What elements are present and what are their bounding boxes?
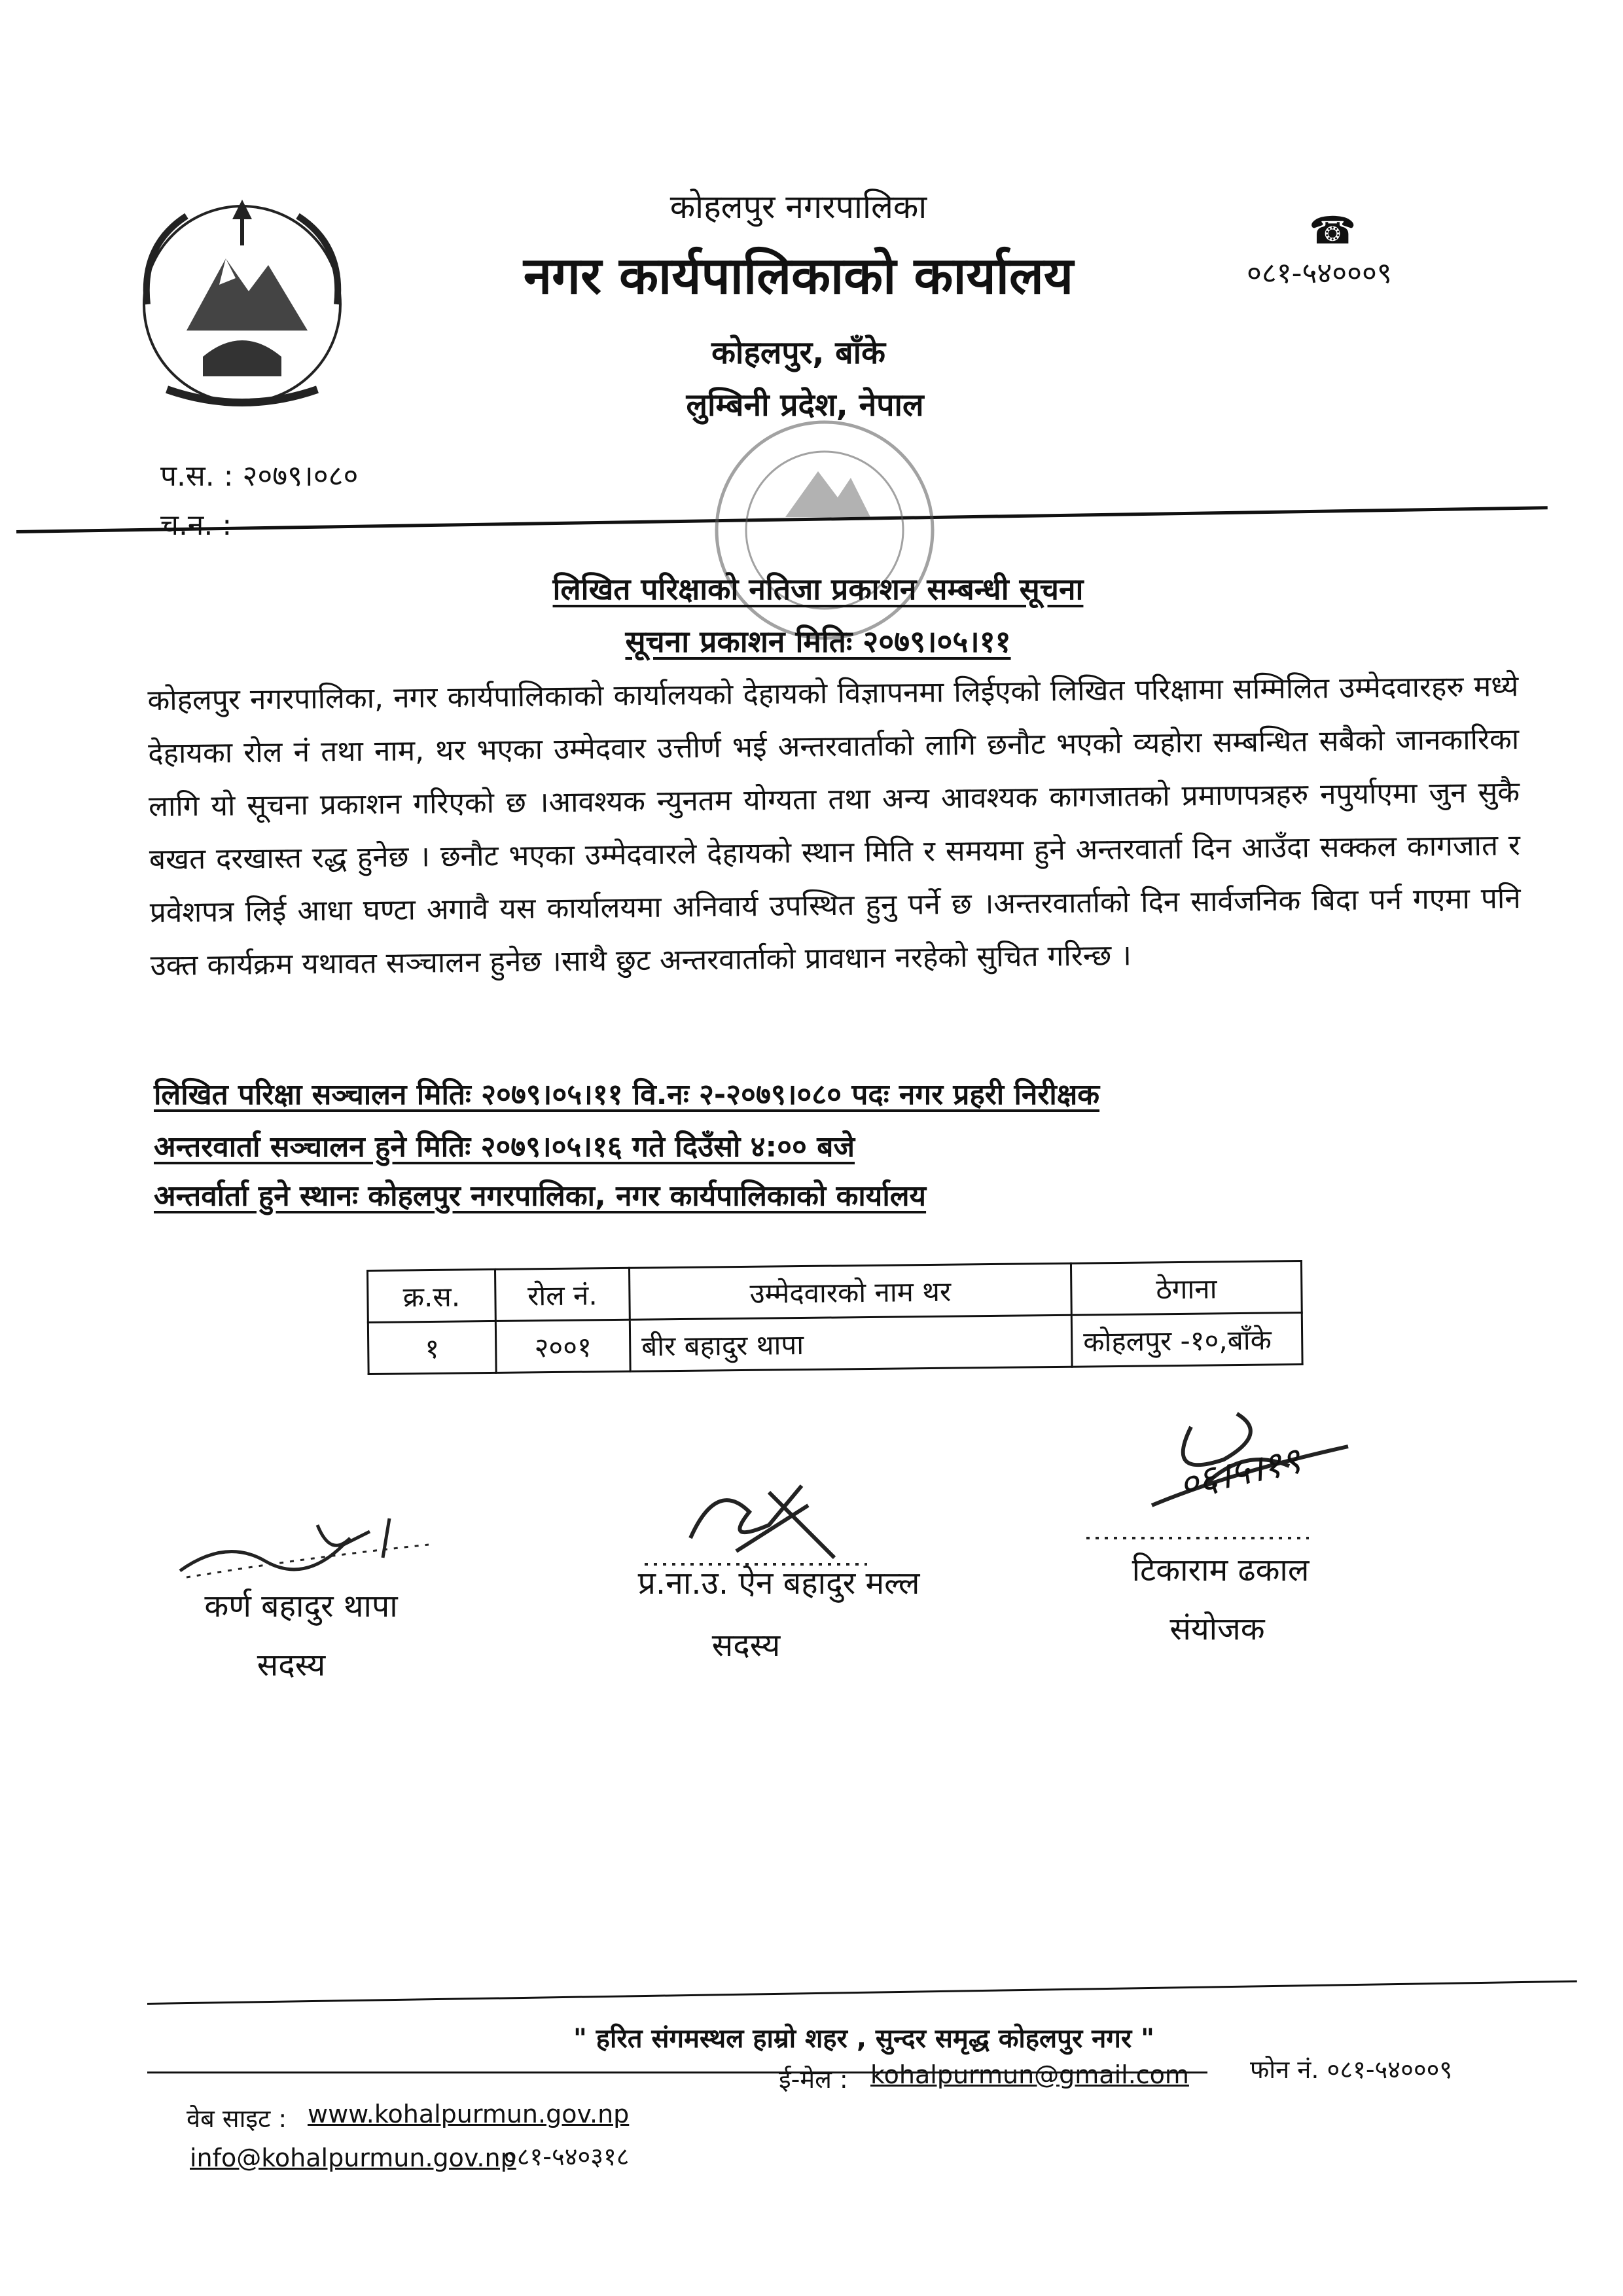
- interview-date-line: अन्तरवार्ता सञ्चालन हुने मितिः २०७९।०५।१६ गते दिउँसो ४:०० बजे: [154, 1130, 855, 1164]
- column-header: क्र.स.: [368, 1269, 496, 1322]
- table-row: [368, 1313, 1302, 1374]
- signatory-1-role: सदस्य: [257, 1647, 326, 1683]
- info-email-link[interactable]: info@kohalpurmun.gov.np: [190, 2144, 516, 2172]
- signature-2-scribble: [638, 1466, 874, 1571]
- column-header: ठेगाना: [1071, 1261, 1302, 1316]
- website-label: वेब साइट :: [187, 2104, 287, 2133]
- signatory-2-role: सदस्य: [711, 1627, 781, 1664]
- table-cell: १: [368, 1321, 496, 1374]
- website-link[interactable]: www.kohalpurmun.gov.np: [308, 2100, 630, 2128]
- table-cell: बीर बहादुर थापा: [630, 1315, 1072, 1371]
- government-emblem-icon: [128, 193, 357, 419]
- info-phone: ०८१-५४०३१८: [504, 2142, 630, 2171]
- footer-divider: [147, 1981, 1577, 2005]
- column-header: उम्मेदवारको नाम थर: [629, 1263, 1071, 1319]
- notice-body: कोहलपुर नगरपालिका, नगर कार्यपालिकाको कार्यालयको देहायको विज्ञापनमा लिईएको लिखित परिक्षामा सम्मिलित उम्मेदवारहरु मध्ये देहायका रोल नं तथा नाम, थर भएका उम्मेदवार उत्तीर्ण भई अन्तरवार्ताको लागि छनौट भएको व्यहोरा सम्बन्धित सबैको जानकारिका लागि यो सूचना प्रकाशन गरिएको छ ।आवश्यक न्युनतम योग्यता तथा अन्य आवश्यक कागजातको प्रमाणपत्रहरु नपुर्याएमा जुन सुकै बखत दरखास्त रद्ध हुनेछ । छनौट भएका उम्मेदवारले देहायको स्थान मिति र समयमा हुने अन्तरवार्ता दिन आउँदा सक्कल कागजात र प्रवेशपत्र लिई आधा घण्टा अगावै यस कार्यालयमा अनिवार्य उपस्थित हुनु पर्ने छ ।अन्तरवार्ताको दिन सार्वजनिक बिदा पर्न गएमा पनि उक्त कार्यक्रम यथावत सञ्चालन हुनेछ ।साथै छुट अन्तरवार्ताको प्रावधान नरहेको सुचित गरिन्छ ।: [147, 670, 1521, 982]
- notice-publish-date: सूचना प्रकाशन मितिः २०७९।०५।११: [625, 624, 1011, 659]
- office-title: नगर कार्यपालिकाको कार्यालय: [523, 247, 1074, 306]
- footer-phone: फोन नं. ०८१-५४०००९: [1250, 2055, 1453, 2084]
- signatory-2-name: प्र.ना.उ. ऐन बहादुर मल्ल: [637, 1565, 920, 1602]
- footer-slogan: " हरित संगमस्थल हाम्रो शहर , सुन्दर समृद्ध कोहलपुर नगर ": [573, 2024, 1154, 2054]
- address-line-1: कोहलपुर, बाँके: [711, 334, 885, 371]
- exam-date-line: लिखित परिक्षा सञ्चालन मितिः २०७९।०५।११ वि.नः २-२०७९।०८० पदः नगर प्रहरी निरीक्षक: [154, 1078, 1100, 1111]
- candidates-table: [366, 1260, 1304, 1375]
- interview-venue-line: अन्तर्वार्ता हुने स्थानः कोहलपुर नगरपालिका, नगर कार्यपालिकाको कार्यालय: [154, 1179, 927, 1213]
- notice-title: लिखित परिक्षाको नतिजा प्रकाशन सम्बन्धी सूचना: [552, 571, 1084, 607]
- office-stamp-icon: [707, 412, 942, 648]
- signatory-3-name: टिकाराम ढकाल: [1132, 1552, 1310, 1588]
- signature-handwritten-date: ०६।५।१९: [1175, 1439, 1305, 1507]
- table-cell: कोहलपुर -१०,बाँके: [1071, 1313, 1302, 1367]
- table-cell: २००१: [495, 1319, 630, 1372]
- column-header: रोल नं.: [495, 1268, 630, 1321]
- municipality-name: कोहलपुर नगरपालिका: [669, 188, 927, 226]
- table-header-row: [368, 1261, 1302, 1323]
- address-line-2: लुम्बिनी प्रदेश, नेपाल: [686, 387, 924, 423]
- signatory-3-role: संयोजक: [1169, 1611, 1265, 1647]
- reference-number: प.स. : २०७९।०८०: [160, 459, 359, 493]
- email-link[interactable]: kohalpurmun@gmail.com: [870, 2060, 1189, 2089]
- header-phone: ०८१-५४०००९: [1247, 257, 1392, 290]
- signatory-1-name: कर्ण बहादुर थापा: [204, 1588, 398, 1624]
- dispatch-number: च.न. :: [160, 509, 232, 542]
- signature-1-scribble: [173, 1499, 435, 1590]
- email-label: ई-मेल :: [779, 2065, 848, 2094]
- telephone-icon: ☎: [1309, 208, 1357, 253]
